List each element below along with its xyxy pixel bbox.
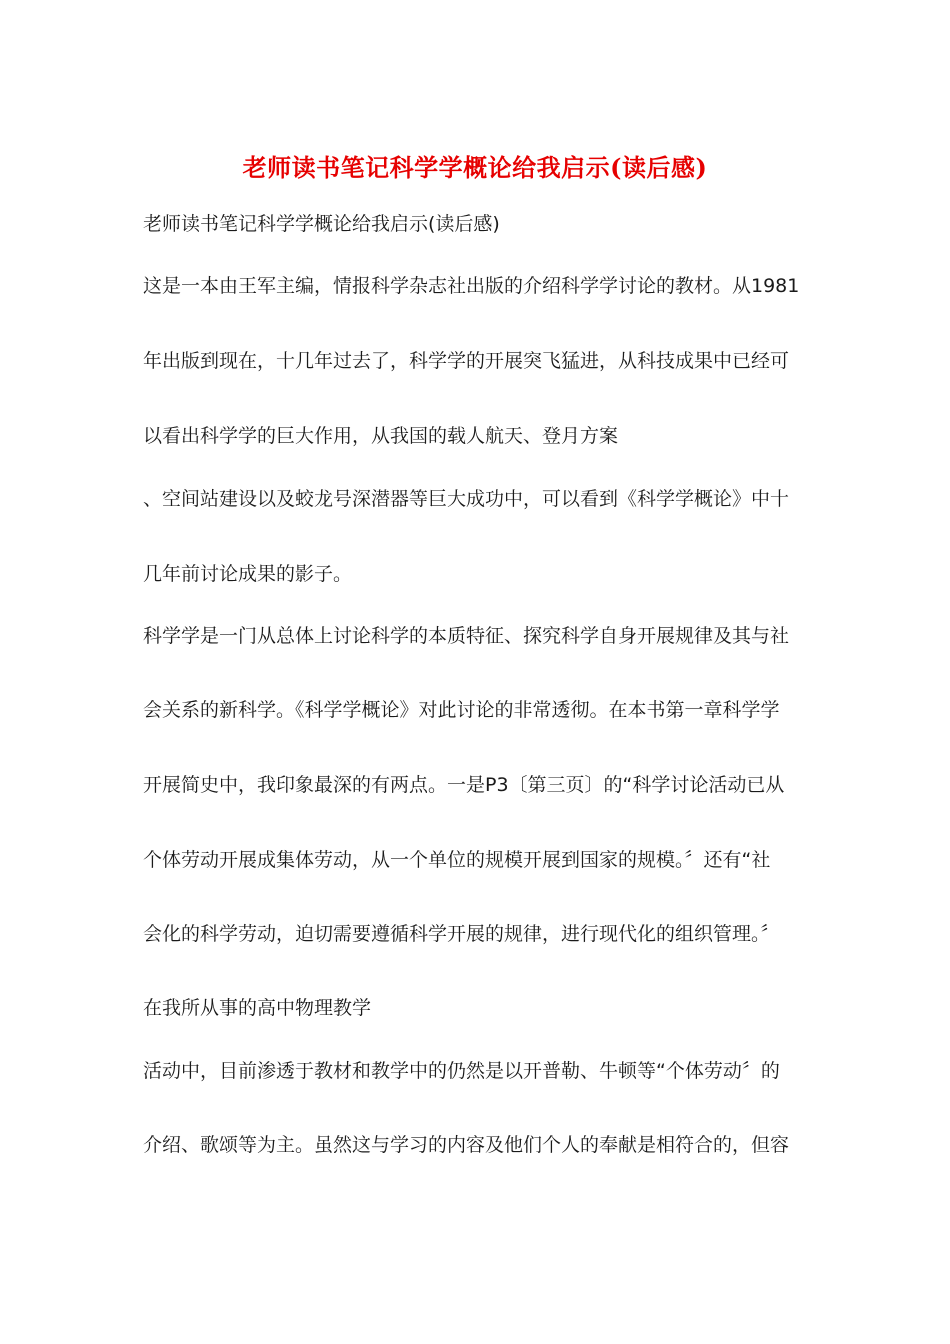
text-line-6: 几年前讨论成果的影子。 <box>143 563 353 585</box>
text-line-8: 会关系的新科学。《科学学概论》对此讨论的非常透彻。在本书第一章科学学 <box>143 699 780 721</box>
text-line-4: 以看出科学学的巨大作用，从我国的载人航天、登月方案 <box>143 425 619 447</box>
text-line-5: 、空间站建设以及蛟龙号深潜器等巨大成功中，可以看到《科学学概论》中十 <box>143 488 790 510</box>
text-line-9: 开展简史中，我印象最深的有两点。一是P3〔第三页〕的“科学讨论活动已从 <box>143 774 785 796</box>
text-line-13: 活动中，目前渗透于教材和教学中的仍然是以开普勒、牛顿等“个体劳动〞的 <box>143 1060 780 1082</box>
text-line-1: 老师读书笔记科学学概论给我启示(读后感) <box>143 213 500 235</box>
text-line-10: 个体劳动开展成集体劳动，从一个单位的规模开展到国家的规模。〞还有“社 <box>143 849 771 871</box>
text-line-14: 介绍、歌颂等为主。虽然这与学习的内容及他们个人的奉献是相符合的，但容 <box>143 1134 790 1156</box>
text-line-2: 这是一本由王军主编，情报科学杂志社出版的介绍科学学讨论的教材。从1981 <box>143 275 800 297</box>
text-line-3: 年出版到现在，十几年过去了，科学学的开展突飞猛进，从科技成果中已经可 <box>143 350 790 372</box>
text-line-7: 科学学是一门从总体上讨论科学的本质特征、探究科学自身开展规律及其与社 <box>143 625 790 647</box>
document-title: 老师读书笔记科学学概论给我启示(读后感) <box>242 153 708 182</box>
text-line-12: 在我所从事的高中物理教学 <box>143 997 372 1019</box>
text-line-11: 会化的科学劳动，迫切需要遵循科学开展的规律，进行现代化的组织管理。〞 <box>143 923 780 945</box>
